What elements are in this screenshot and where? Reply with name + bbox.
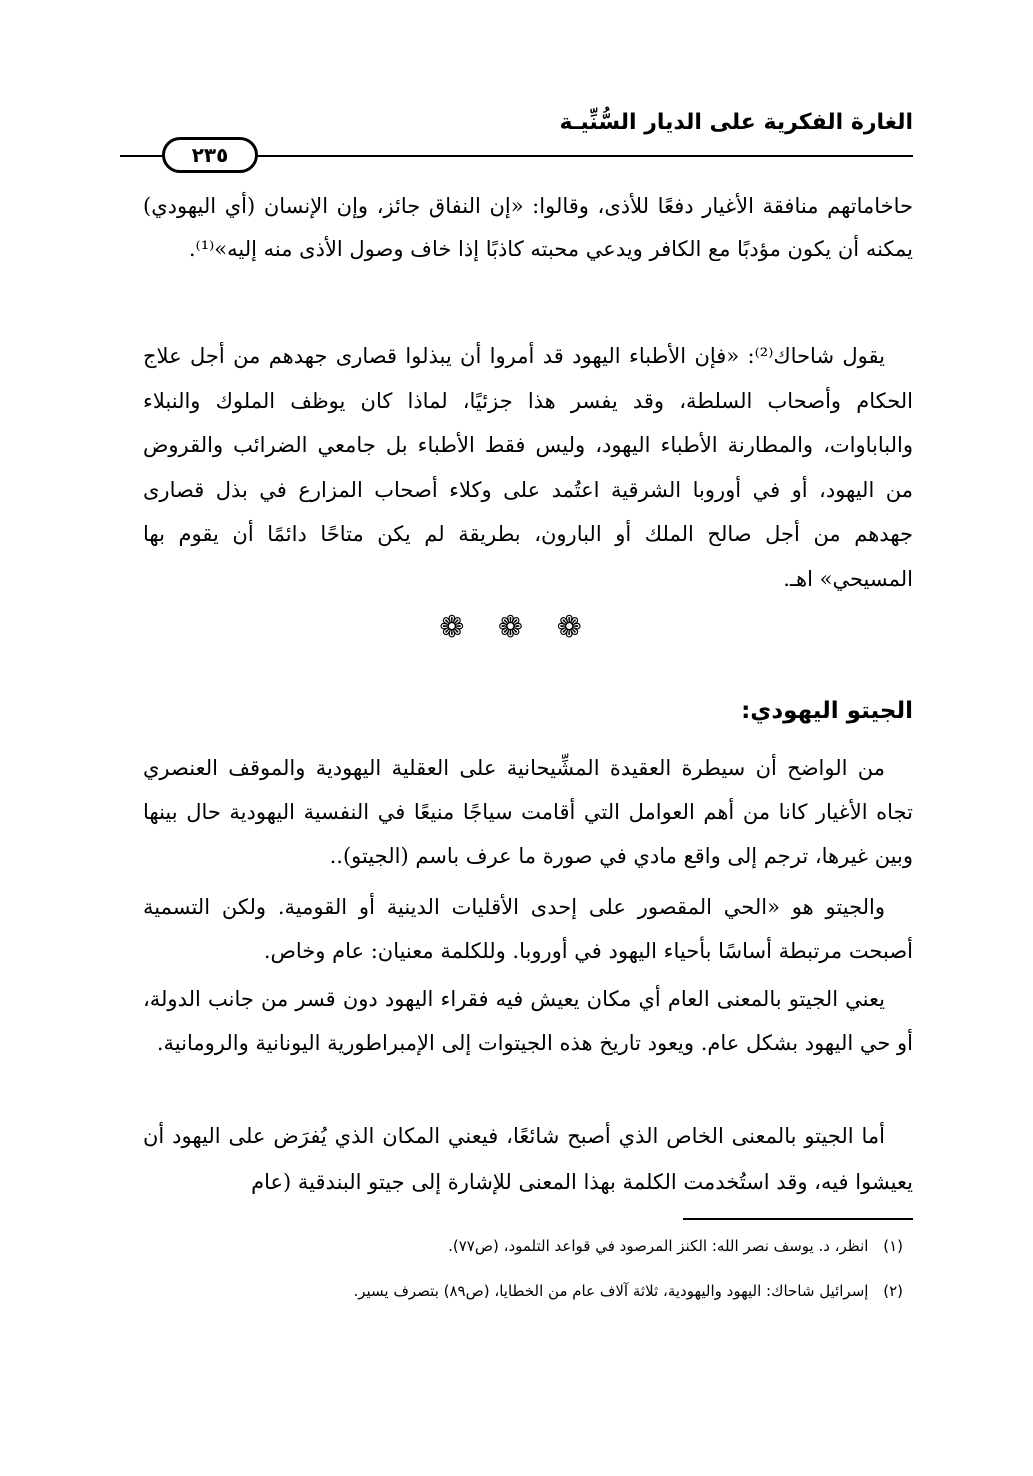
footnote-2	[133, 1279, 903, 1303]
paragraph-6: أما الجيتو بالمعنى الخاص الذي أصبح شائعًا، فيعني المكان الذي يُفرَض على اليهود أن يعيشوا فيه، وقد استُخدمت الكلمة بهذا المعنى للإشارة إلى جيتو البندقية (عام	[143, 1124, 913, 1194]
paragraph-1-block	[143, 185, 913, 271]
paragraph-5-block	[143, 977, 913, 1065]
paragraph-3-block	[143, 746, 913, 878]
footnote-1-number: (١)	[883, 1237, 903, 1255]
paragraph-1: حاخاماتهم منافقة الأغيار دفعًا للأذى، وقالوا: «إن النفاق جائز، وإن الإنسان (أي اليهودي) يمكنه أن يكون مؤدبًا مع الكافر ويدعي محبته كاذبًا إذا خاف وصول الأذى منه إليه»⁽¹⁾.	[143, 194, 913, 261]
book-title: الغارة الفكرية على الديار السُّنِّيـة	[559, 110, 913, 135]
paragraph-3: من الواضح أن سيطرة العقيدة المشِّيحانية على العقلية اليهودية والموقف العنصري تجاه الأغيار كانا من أهم العوامل التي أقامت سياجًا منيعًا في النفسية اليهودية حال بينها وبين غيرها، ترجم إلى واقع مادي في صورة ما عرف باسم (الجيتو)..	[143, 756, 913, 868]
section-heading: الجيتو اليهودي:	[741, 698, 913, 724]
paragraph-2-block	[143, 334, 913, 601]
section-divider-ornament: ❁ ❁ ❁	[439, 610, 594, 645]
footnote-1	[133, 1234, 903, 1258]
footnote-2-text: إسرائيل شاحاك: اليهود واليهودية، ثلاثة آلاف عام من الخطايا، (ص٨٩) بتصرف يسير.	[353, 1282, 869, 1300]
paragraph-5: يعني الجيتو بالمعنى العام أي مكان يعيش فيه فقراء اليهود دون قسر من جانب الدولة، أو حي اليهود بشكل عام. ويعود تاريخ هذه الجيتوات إلى الإمبراطورية اليونانية والرومانية.	[143, 987, 913, 1055]
paragraph-6-block	[143, 1113, 913, 1205]
paragraph-4: والجيتو هو «الحي المقصور على إحدى الأقليات الدينية أو القومية. ولكن التسمية أصبحت مرتبطة أساسًا بأحياء اليهود في أوروبا. وللكلمة معنيان: عام وخاص.	[143, 895, 913, 963]
paragraph-4-block	[143, 885, 913, 973]
page-number-badge: ٢٣٥	[162, 137, 258, 173]
footnote-1-text: انظر، د. يوسف نصر الله: الكنز المرصود في قواعد التلمود، (ص٧٧).	[448, 1237, 869, 1255]
footnote-2-number: (٢)	[883, 1282, 903, 1300]
paragraph-2: يقول شاحاك⁽²⁾: «فإن الأطباء اليهود قد أمروا أن يبذلوا قصارى جهدهم من أجل علاج الحكام وأصحاب السلطة، وقد يفسر هذا جزئيًا، لماذا كان يوظف الملوك والنبلاء والباباوات، والمطارنة الأطباء اليهود، وليس فقط الأطباء بل جامعي الضرائب والقروض من اليهود، أو في أوروبا الشرقية اعتُمد على وكلاء أصحاب المزارع في بذل قصارى جهدهم من أجل صالح الملك أو البارون، بطريقة لم يكن متاحًا دائمًا أن يقوم بها المسيحي» اهـ.	[143, 344, 913, 591]
footnote-separator	[683, 1218, 913, 1220]
